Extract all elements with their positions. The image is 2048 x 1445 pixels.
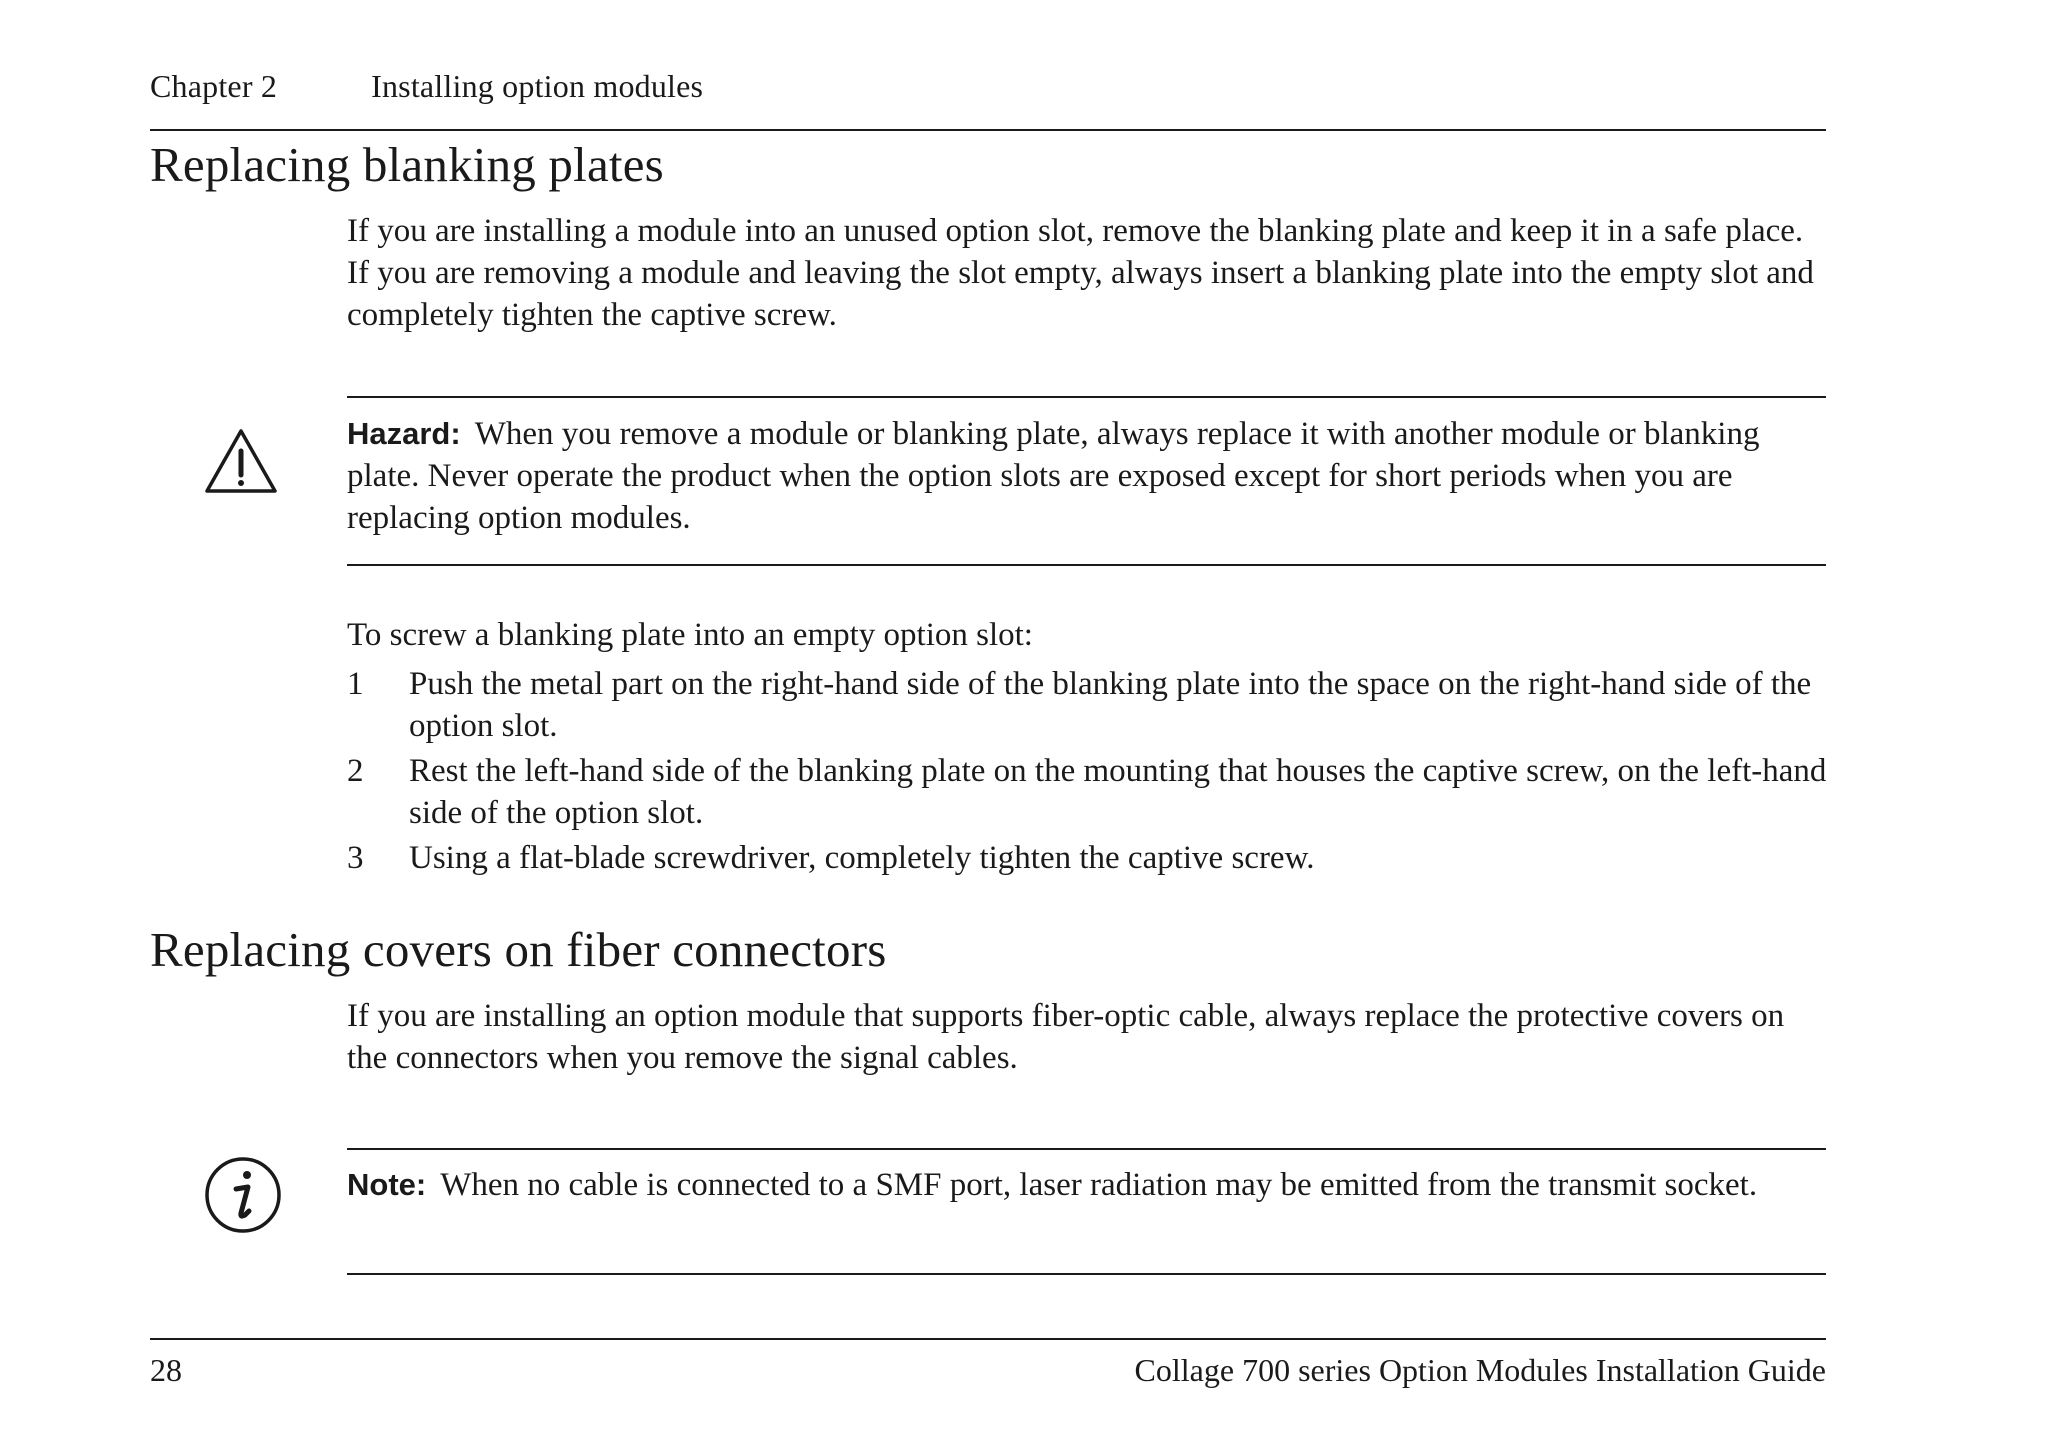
- document-title: Collage 700 series Option Modules Installation Guide: [1134, 1352, 1826, 1388]
- chapter-label: Chapter 2: [150, 68, 278, 104]
- step-number: 1: [347, 666, 364, 702]
- step-text: Using a flat-blade screwdriver, completely tighten the captive screw.: [409, 840, 1315, 876]
- hazard-label: Hazard:: [347, 416, 461, 451]
- hazard-bottom-rule: [347, 564, 1826, 566]
- note-label: Note:: [347, 1167, 427, 1202]
- note-notice: [347, 1164, 1827, 1206]
- warning-triangle-icon: [203, 425, 279, 502]
- list-item: [347, 837, 1827, 879]
- note-bottom-rule: [347, 1273, 1826, 1275]
- page-number: 28: [150, 1352, 182, 1388]
- fiber-connectors-intro: If you are installing an option module that supports fiber-optic cable, always replace the protective covers on the connectors when you remove the signal cables.: [347, 998, 1785, 1076]
- hazard-notice: [347, 413, 1827, 539]
- note-text: When no cable is connected to a SMF port, laser radiation may be emitted from the transmit socket.: [440, 1167, 1758, 1203]
- running-header: [150, 68, 703, 105]
- footer-rule: [150, 1338, 1826, 1340]
- hazard-top-rule: [347, 396, 1826, 398]
- header-rule: [150, 129, 1826, 131]
- list-item: [347, 750, 1827, 834]
- section-heading-fiber-connectors: Replacing covers on fiber connectors: [150, 922, 887, 977]
- list-item: [347, 663, 1827, 747]
- chapter-title: Installing option modules: [371, 68, 704, 104]
- blanking-plates-intro: If you are installing a module into an unused option slot, remove the blanking plate and keep it in a safe place. If you are removing a module and leaving the slot empty, always insert a blanking plate into the empty slot and completely tighten the captive screw.: [347, 213, 1814, 333]
- step-number: 2: [347, 753, 364, 789]
- step-text: Rest the left-hand side of the blanking plate on the mounting that houses the captive screw, on the left-hand side of the option slot.: [409, 753, 1827, 831]
- procedure-intro: To screw a blanking plate into an empty option slot:: [347, 617, 1033, 653]
- step-number: 3: [347, 840, 364, 876]
- step-text: Push the metal part on the right-hand side of the blanking plate into the space on the right-hand side of the option slot.: [409, 666, 1812, 744]
- section-heading-blanking-plates: Replacing blanking plates: [150, 137, 664, 192]
- note-top-rule: [347, 1148, 1826, 1150]
- info-icon: [203, 1155, 283, 1240]
- procedure-steps: [347, 663, 1827, 882]
- hazard-text: When you remove a module or blanking plate, always replace it with another module or blanking plate. Never operate the product when the option slots are exposed except for short periods when you are replacing option modules.: [347, 416, 1760, 536]
